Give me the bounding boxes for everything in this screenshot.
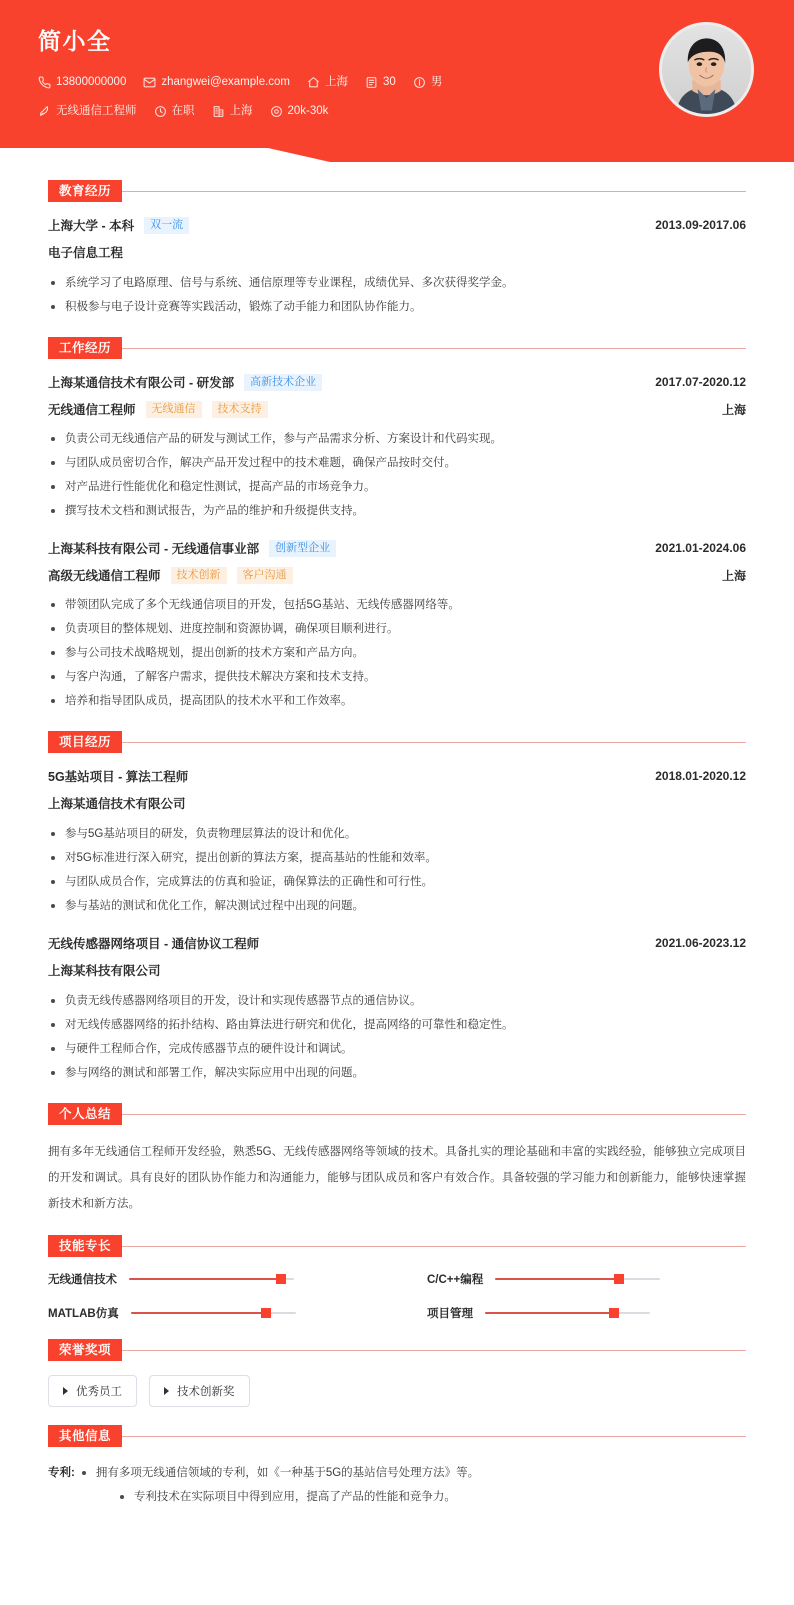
school-name: 上海大学 - 本科 [48, 219, 135, 233]
project-company: 上海某科技有限公司 [48, 964, 161, 978]
skill-item [48, 1305, 367, 1321]
education-bullets [48, 271, 746, 319]
project-entry [48, 767, 746, 918]
contact-email [143, 72, 290, 92]
building-icon [212, 105, 225, 118]
skill-item [427, 1271, 746, 1287]
skill-label: C/C++编程 [427, 1274, 484, 1286]
skill-track-fill [131, 1312, 266, 1314]
job-status-value: 在职 [171, 105, 195, 117]
list-item: 与硬件工程师合作，完成传感器节点的硬件设计和调试。 [48, 1037, 746, 1061]
list-item: 对产品进行性能优化和稳定性测试，提高产品的市场竞争力。 [48, 475, 746, 499]
list-item: 带领团队完成了多个无线通信项目的开发，包括5G基站、无线传感器网络等。 [48, 593, 746, 617]
section-divider [122, 348, 746, 349]
job-status [154, 101, 195, 121]
job-title [38, 101, 137, 121]
salary [270, 101, 329, 121]
status-icon [154, 105, 167, 118]
section-divider [122, 191, 746, 192]
section-divider [122, 1114, 746, 1115]
skill-slider[interactable] [131, 1306, 296, 1320]
section-summary [48, 1103, 746, 1217]
skill-slider-handle[interactable] [609, 1308, 619, 1318]
list-item: 参与网络的测试和部署工作，解决实际应用中出现的问题。 [48, 1061, 746, 1085]
work-bullets [48, 427, 746, 523]
company-tag: 高新技术企业 [244, 374, 322, 391]
skill-label: 无线通信技术 [48, 1274, 117, 1286]
skill-slider[interactable] [485, 1306, 650, 1320]
phone-icon [38, 76, 51, 89]
contact-phone [38, 72, 126, 92]
list-item: 负责项目的整体规划、进度控制和资源协调，确保项目顺利进行。 [48, 617, 746, 641]
honor-chip[interactable] [48, 1375, 137, 1407]
honor-chip[interactable] [149, 1375, 250, 1407]
work-city-value: 上海 [229, 105, 253, 117]
skill-track-fill [129, 1278, 281, 1280]
section-header-other-info [48, 1425, 746, 1447]
work-entry [48, 539, 746, 713]
list-item: 对无线传感器网络的拓扑结构、路由算法进行研究和优化，提高网络的可靠性和稳定性。 [48, 1013, 746, 1037]
project-date: 2021.06-2023.12 [655, 936, 746, 950]
work-date: 2017.07-2020.12 [655, 375, 746, 389]
resume-header [0, 0, 794, 162]
work-date: 2021.01-2024.06 [655, 541, 746, 555]
education-entry-header [48, 216, 746, 234]
skill-slider-handle[interactable] [614, 1274, 624, 1284]
skill-slider[interactable] [129, 1272, 294, 1286]
section-divider [122, 1246, 746, 1247]
skill-slider-handle[interactable] [261, 1308, 271, 1318]
honors-list [48, 1375, 746, 1407]
list-item: 负责无线传感器网络项目的开发，设计和实现传感器节点的通信协议。 [48, 989, 746, 1013]
page-title: 简小全 [38, 28, 112, 54]
skills-grid [48, 1271, 746, 1321]
section-title-summary: 个人总结 [48, 1103, 122, 1125]
section-title-projects: 项目经历 [48, 731, 122, 753]
project-title: 无线传感器网络项目 - 通信协议工程师 [48, 937, 260, 951]
other-info-label: 专利: [48, 1467, 75, 1479]
education-date: 2013.09-2017.06 [655, 218, 746, 232]
resume-content [0, 180, 794, 1529]
project-entry-header [48, 767, 746, 785]
id-card-icon [365, 76, 378, 89]
contact-gender [413, 72, 443, 92]
skill-slider-handle[interactable] [276, 1274, 286, 1284]
play-triangle-icon [63, 1387, 68, 1395]
contact-city [307, 72, 348, 92]
section-divider [122, 1350, 746, 1351]
salary-value: 20k-30k [287, 105, 329, 117]
section-projects [48, 731, 746, 1085]
other-info-bullets [79, 1461, 746, 1509]
project-bullets [48, 822, 746, 918]
section-header-summary [48, 1103, 746, 1125]
contact-age-value: 30 [383, 76, 396, 88]
section-divider [122, 742, 746, 743]
project-bullets [48, 989, 746, 1085]
school-tag: 双一流 [144, 217, 189, 234]
work-entry-header [48, 373, 746, 391]
list-item: 系统学习了电路原理、信号与系统、通信原理等专业课程，成绩优异、多次获得奖学金。 [48, 271, 746, 295]
contact-phone-value: 13800000000 [56, 76, 127, 88]
work-role: 高级无线通信工程师 [48, 569, 161, 583]
role-tag: 技术创新 [171, 567, 227, 584]
section-education [48, 180, 746, 319]
project-company: 上海某通信技术有限公司 [48, 797, 186, 811]
role-tag: 技术支持 [212, 401, 268, 418]
company-name: 上海某通信技术有限公司 - 研发部 [48, 376, 235, 390]
contact-gender-value: 男 [430, 76, 443, 88]
mail-icon [143, 76, 156, 89]
project-entry [48, 934, 746, 1085]
section-header-skills [48, 1235, 746, 1257]
section-header-education [48, 180, 746, 202]
company-name: 上海某科技有限公司 - 无线通信事业部 [48, 542, 260, 556]
list-item: 积极参与电子设计竞赛等实践活动，锻炼了动手能力和团队协作能力。 [48, 295, 746, 319]
skill-label: 项目管理 [427, 1308, 473, 1320]
section-other-info [48, 1425, 746, 1509]
skill-track-fill [495, 1278, 619, 1280]
work-location: 上海 [721, 402, 746, 417]
skill-slider[interactable] [495, 1272, 660, 1286]
education-entry [48, 216, 746, 319]
section-title-honors: 荣誉奖项 [48, 1339, 122, 1361]
project-date: 2018.01-2020.12 [655, 769, 746, 783]
section-work [48, 337, 746, 713]
section-title-other-info: 其他信息 [48, 1425, 122, 1447]
work-role-row [48, 400, 746, 418]
role-tag: 客户沟通 [237, 567, 293, 584]
contact-city-value: 上海 [325, 76, 349, 88]
honor-label: 优秀员工 [76, 1386, 122, 1398]
list-item: 与团队成员密切合作，解决产品开发过程中的技术难题，确保产品按时交付。 [48, 451, 746, 475]
list-item: 与客户沟通，了解客户需求，提供技术解决方案和技术支持。 [48, 665, 746, 689]
list-item: 负责公司无线通信产品的研发与测试工作，参与产品需求分析、方案设计和代码实现。 [48, 427, 746, 451]
salary-icon [270, 105, 283, 118]
list-item: 参与公司技术战略规划，提出创新的技术方案和产品方向。 [48, 641, 746, 665]
section-title-skills: 技能专长 [48, 1235, 122, 1257]
skill-label: MATLAB仿真 [48, 1308, 119, 1320]
section-divider [122, 1436, 746, 1437]
education-major: 电子信息工程 [48, 246, 124, 260]
role-tag: 无线通信 [146, 401, 202, 418]
work-role: 无线通信工程师 [48, 403, 136, 417]
work-location: 上海 [721, 568, 746, 583]
section-header-work [48, 337, 746, 359]
avatar [659, 22, 754, 117]
work-city [212, 101, 253, 121]
other-info-body [79, 1461, 746, 1509]
section-title-education: 教育经历 [48, 180, 122, 202]
list-item: 参与基站的测试和优化工作，解决测试过程中出现的问题。 [48, 894, 746, 918]
list-item: 培养和指导团队成员，提高团队的技术水平和工作效率。 [48, 689, 746, 713]
list-item: 对5G标准进行深入研究，提出创新的算法方案，提高基站的性能和效率。 [48, 846, 746, 870]
contact-age [365, 72, 396, 92]
honor-label: 技术创新奖 [177, 1386, 235, 1398]
contact-email-value: zhangwei@example.com [161, 76, 291, 88]
section-honors [48, 1339, 746, 1407]
play-triangle-icon [164, 1387, 169, 1395]
company-tag: 创新型企业 [269, 540, 336, 557]
rocket-icon [38, 105, 51, 118]
list-item: 撰写技术文档和测试报告，为产品的维护和升级提供支持。 [48, 499, 746, 523]
skill-item [48, 1271, 367, 1287]
list-item: 与团队成员合作，完成算法的仿真和验证，确保算法的正确性和可行性。 [48, 870, 746, 894]
project-title: 5G基站项目 - 算法工程师 [48, 770, 189, 784]
list-item: 专利技术在实际项目中得到应用，提高了产品的性能和竞争力。 [79, 1485, 746, 1509]
section-header-projects [48, 731, 746, 753]
work-entry-header [48, 539, 746, 557]
work-role-row [48, 566, 746, 584]
section-header-honors [48, 1339, 746, 1361]
job-title-value: 无线通信工程师 [56, 105, 137, 117]
list-item: 拥有多项无线通信领域的专利，如《一种基于5G的基站信号处理方法》等。 [79, 1461, 746, 1485]
avatar-portrait [662, 25, 751, 114]
skill-track-fill [485, 1312, 614, 1314]
project-entry-header [48, 934, 746, 952]
summary-text: 拥有多年无线通信工程师开发经验，熟悉5G、无线传感器网络等领域的技术。具备扎实的理论基础和丰富的实践经验，能够独立完成项目的开发和调试。具有良好的团队协作能力和沟通能力，能够与团队成员和客户有效合作。具备较强的学习能力和创新能力，能够快速掌握新技术和新方法。 [48, 1146, 746, 1210]
work-entry [48, 373, 746, 523]
section-skills [48, 1235, 746, 1321]
home-icon [307, 76, 320, 89]
other-info-group [48, 1461, 746, 1509]
gender-icon [413, 76, 426, 89]
section-title-work: 工作经历 [48, 337, 122, 359]
work-bullets [48, 593, 746, 713]
list-item: 参与5G基站项目的研发，负责物理层算法的设计和优化。 [48, 822, 746, 846]
skill-item [427, 1305, 746, 1321]
